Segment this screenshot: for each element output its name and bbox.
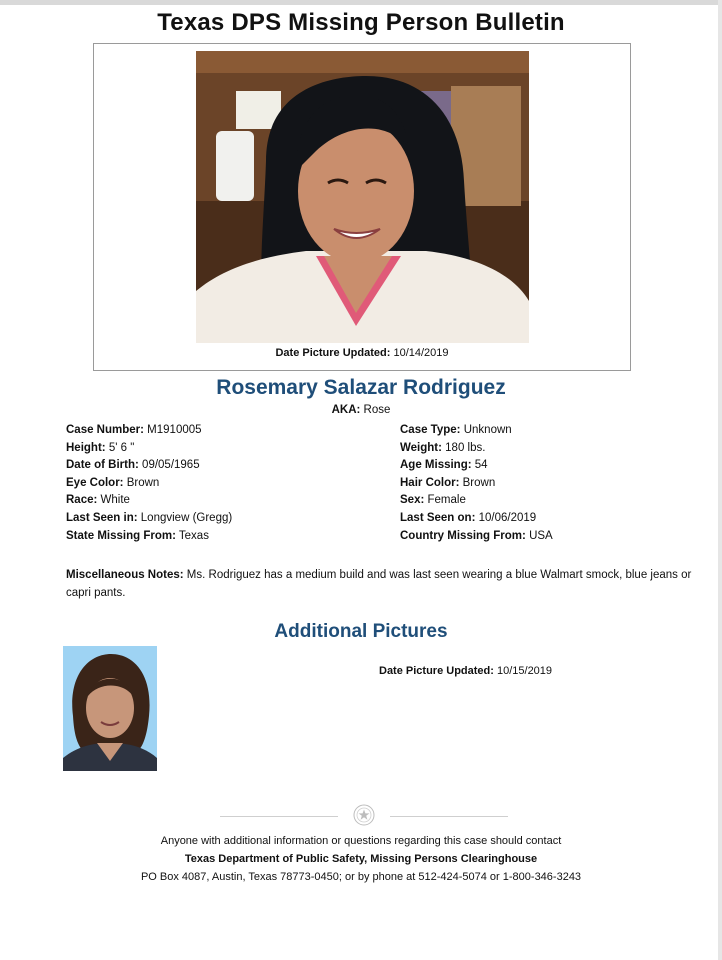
- fact-label: Case Type:: [400, 424, 461, 436]
- fact-value: Female: [427, 494, 466, 507]
- person-name: Rosemary Salazar Rodriguez: [216, 376, 506, 399]
- additional-date-label: Date Picture Updated:: [379, 665, 494, 677]
- additional-pictures-heading: Additional Pictures: [274, 621, 448, 642]
- fact-label: Case Number:: [66, 424, 144, 436]
- fact-label: Date of Birth:: [66, 459, 139, 472]
- fact-state-missing-from: [66, 528, 232, 546]
- footer-contact-line: Anyone with additional information or questions regarding this case should contact: [160, 835, 562, 847]
- fact-last-seen-in: [66, 510, 232, 528]
- fact-label: State Missing From:: [66, 529, 176, 542]
- fact-last-seen-on: [400, 510, 553, 528]
- fact-label: Sex:: [400, 494, 425, 507]
- fact-height: [66, 440, 232, 458]
- aka-label: AKA:: [331, 404, 361, 416]
- fact-age-missing: [400, 457, 553, 475]
- missing-person-photo: [196, 51, 529, 343]
- additional-photo: [63, 646, 157, 771]
- fact-race: [66, 492, 232, 510]
- footer-divider-right: [390, 816, 508, 817]
- fact-label: Race:: [66, 494, 98, 507]
- additional-photo-date: [379, 665, 552, 677]
- fact-value: USA: [529, 529, 553, 542]
- main-photo-date: [93, 347, 631, 359]
- texas-dps-seal-icon: [353, 804, 375, 826]
- fact-country-missing-from: [400, 528, 553, 546]
- fact-value: Longview (Gregg): [140, 511, 233, 524]
- fact-value: 54: [474, 459, 488, 472]
- fact-sex: [400, 492, 553, 510]
- fact-weight: [400, 440, 553, 458]
- main-photo-date-value: 10/14/2019: [393, 347, 449, 359]
- fact-value: 180 lbs.: [445, 441, 486, 454]
- facts-right-column: [400, 422, 553, 545]
- fact-label: Country Missing From:: [400, 529, 526, 542]
- fact-case-type: [400, 422, 553, 440]
- fact-label: Weight:: [400, 441, 442, 454]
- top-border: [0, 0, 722, 5]
- fact-value: 10/06/2019: [478, 511, 537, 524]
- fact-value: 5' 6 ": [108, 441, 135, 454]
- fact-value: Brown: [126, 476, 160, 489]
- fact-date-of-birth: [66, 457, 232, 475]
- aka-value: Rose: [363, 404, 391, 416]
- fact-value: Texas: [178, 529, 209, 542]
- fact-value: Unknown: [463, 424, 512, 436]
- bulletin-title: Texas DPS Missing Person Bulletin: [157, 9, 565, 36]
- fact-label: Age Missing:: [400, 459, 472, 472]
- fact-value: M1910005: [147, 424, 202, 436]
- person-aka: [0, 404, 722, 416]
- additional-date-value: 10/15/2019: [496, 665, 553, 677]
- fact-label: Hair Color:: [400, 476, 460, 489]
- fact-hair-color: [400, 475, 553, 493]
- fact-label: Last Seen on:: [400, 511, 476, 524]
- fact-case-number: [66, 422, 232, 440]
- notes-text: Ms. Rodriguez has a medium build and was last seen wearing a blue Walmart smock, blue jeans or capri pants.: [66, 569, 692, 599]
- notes-label: Miscellaneous Notes:: [66, 569, 184, 581]
- footer-divider-left: [220, 816, 338, 817]
- fact-label: Last Seen in:: [66, 511, 138, 524]
- fact-eye-color: [66, 475, 232, 493]
- fact-value: Brown: [462, 476, 496, 489]
- facts-left-column: [66, 422, 232, 545]
- fact-label: Height:: [66, 441, 106, 454]
- fact-value: 09/05/1965: [142, 459, 200, 472]
- fact-value: White: [100, 494, 130, 507]
- footer-address-line: PO Box 4087, Austin, Texas 78773-0450; or by phone at 512-424-5074 or 1-800-346-3243: [140, 871, 582, 883]
- fact-label: Eye Color:: [66, 476, 124, 489]
- right-border: [718, 0, 722, 960]
- footer-agency-line: Texas Department of Public Safety, Missing Persons Clearinghouse: [184, 853, 538, 865]
- main-photo-date-label: Date Picture Updated:: [275, 347, 391, 359]
- miscellaneous-notes: [66, 567, 716, 602]
